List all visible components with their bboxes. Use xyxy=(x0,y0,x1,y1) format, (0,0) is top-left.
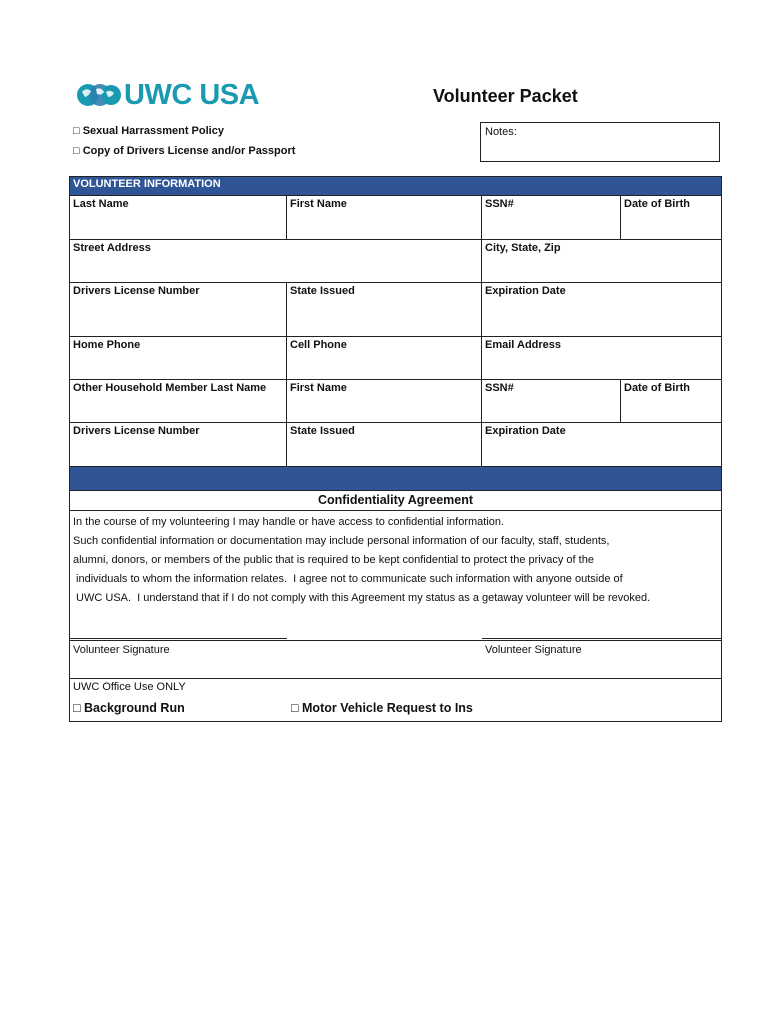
signature-line-right[interactable] xyxy=(482,638,721,639)
cell-phone-label: Cell Phone xyxy=(290,339,347,351)
last-name-field[interactable] xyxy=(70,196,287,240)
email-field[interactable] xyxy=(482,337,722,380)
volunteer-signature-label-right: Volunteer Signature xyxy=(485,644,582,656)
other-ssn-label: SSN# xyxy=(485,382,514,394)
dob-label: Date of Birth xyxy=(624,198,690,210)
other-state-issued-label: State Issued xyxy=(290,425,355,437)
page-title: Volunteer Packet xyxy=(433,86,578,106)
checklist-item-harassment-policy[interactable]: □ Sexual Harrassment Policy xyxy=(73,125,224,137)
email-label: Email Address xyxy=(485,339,562,351)
other-dl-number-label: Drivers License Number xyxy=(73,425,200,437)
other-first-name-label: First Name xyxy=(290,382,347,394)
street-address-field[interactable] xyxy=(70,240,482,283)
other-ssn-field[interactable] xyxy=(482,380,621,423)
state-issued-label: State Issued xyxy=(290,285,355,297)
street-address-label: Street Address xyxy=(73,242,151,254)
expiration-label: Expiration Date xyxy=(485,285,566,297)
other-dob-label: Date of Birth xyxy=(624,382,690,394)
confidentiality-line: Such confidential information or documentation may include personal information of our faculty, staff, students, xyxy=(73,535,610,547)
section-header-volunteer-info: VOLUNTEER INFORMATION xyxy=(70,177,722,196)
first-name-label: First Name xyxy=(290,198,347,210)
section-divider-band xyxy=(70,467,722,491)
city-state-zip-label: City, State, Zip xyxy=(485,242,561,254)
dl-number-label: Drivers License Number xyxy=(73,285,200,297)
signature-row xyxy=(70,641,722,679)
background-run-checkbox[interactable]: □ Background Run xyxy=(73,701,185,715)
dob-field[interactable] xyxy=(621,196,722,240)
mvr-checkbox[interactable]: □ Motor Vehicle Request to Ins xyxy=(291,701,473,715)
volunteer-form xyxy=(69,176,722,722)
city-state-zip-field[interactable] xyxy=(482,240,722,283)
signature-line-left[interactable] xyxy=(70,638,287,639)
other-first-name-field[interactable] xyxy=(287,380,482,423)
other-member-label: Other Household Member Last Name xyxy=(73,382,267,394)
confidentiality-line: In the course of my volunteering I may handle or have access to confidential information. xyxy=(73,516,505,528)
other-expiration-label: Expiration Date xyxy=(485,425,566,437)
volunteer-signature-label-left: Volunteer Signature xyxy=(73,644,170,656)
dl-number-field[interactable] xyxy=(70,283,287,337)
home-phone-label: Home Phone xyxy=(73,339,141,351)
notes-label: Notes: xyxy=(485,126,517,138)
last-name-label: Last Name xyxy=(73,198,129,210)
confidentiality-line: alumni, donors, or members of the public that is required to be kept confidential to protect the privacy of the xyxy=(73,554,594,566)
first-name-field[interactable] xyxy=(287,196,482,240)
ssn-field[interactable] xyxy=(482,196,621,240)
uwc-usa-logo xyxy=(76,80,281,112)
confidentiality-line: UWC USA. I understand that if I do not comply with this Agreement my status as a getaway volunteer will be revoked. xyxy=(73,592,651,604)
ssn-label: SSN# xyxy=(485,198,514,210)
other-expiration-field[interactable] xyxy=(482,423,722,467)
checklist-item-license-copy[interactable]: □ Copy of Drivers License and/or Passport xyxy=(73,145,296,157)
other-dl-number-field[interactable] xyxy=(70,423,287,467)
office-use-box xyxy=(70,679,722,722)
confidentiality-text xyxy=(70,511,722,641)
logo-text: UWC USA xyxy=(124,79,260,111)
expiration-field[interactable] xyxy=(482,283,722,337)
office-use-label: UWC Office Use ONLY xyxy=(73,681,186,693)
home-phone-field[interactable] xyxy=(70,337,287,380)
other-state-issued-field[interactable] xyxy=(287,423,482,467)
confidentiality-line: individuals to whom the information relates. I agree not to communicate such information with anyone outside of xyxy=(73,573,623,585)
other-dob-field[interactable] xyxy=(621,380,722,423)
cell-phone-field[interactable] xyxy=(287,337,482,380)
other-member-last-name-field[interactable] xyxy=(70,380,287,423)
confidentiality-title: Confidentiality Agreement xyxy=(70,491,722,511)
globe-icon xyxy=(76,80,122,110)
state-issued-field[interactable] xyxy=(287,283,482,337)
notes-box[interactable] xyxy=(480,122,720,162)
